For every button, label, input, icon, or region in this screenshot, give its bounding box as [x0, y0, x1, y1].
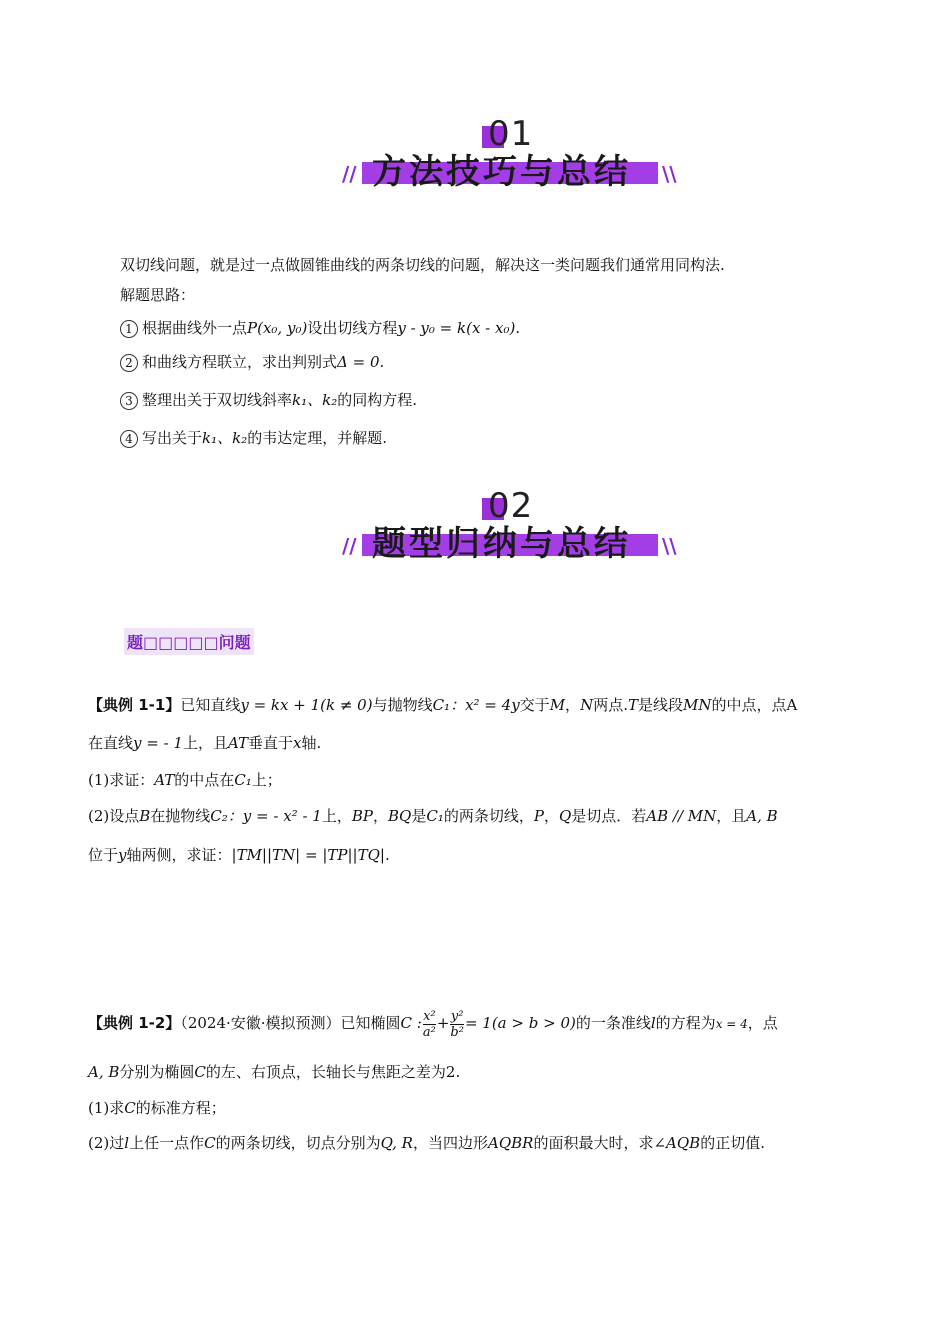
- topic-tag: 题□□□□□问题: [124, 628, 254, 655]
- example1-question1: [88, 770, 282, 790]
- math: AT: [154, 771, 175, 789]
- step-text: 整理出关于双切线斜率: [142, 391, 293, 409]
- text: 是切点．若: [571, 807, 647, 825]
- math: C: [204, 1134, 216, 1152]
- text: (2)过: [88, 1134, 125, 1152]
- step-math: Δ = 0: [337, 353, 380, 371]
- text: ，: [565, 696, 581, 714]
- math: AB // MN: [646, 807, 717, 825]
- text: 分别为椭圆: [119, 1063, 195, 1081]
- text: 已知直线: [180, 696, 241, 714]
- step-text: .: [379, 353, 385, 371]
- math: C: [194, 1063, 206, 1081]
- math: = 1(a > b > 0): [464, 1014, 576, 1032]
- text: ，: [372, 807, 388, 825]
- math: y = kx + 1(k ≠ 0): [240, 696, 373, 714]
- text: .: [384, 846, 390, 864]
- math: ∠AQB: [653, 1134, 701, 1152]
- text: 的方程为: [655, 1014, 716, 1032]
- section-banner-01: [340, 114, 680, 208]
- step-number-badge: 2: [120, 354, 138, 372]
- example1-line1: [88, 695, 797, 715]
- text: 在直线: [88, 734, 134, 752]
- text: 垂直于: [248, 734, 294, 752]
- example1-line2: [88, 733, 321, 753]
- step-text: 和曲线方程联立，求出判别式: [142, 353, 338, 371]
- section-number: 02: [488, 486, 534, 526]
- step-math: k₁、k₂: [202, 429, 248, 447]
- right-slash-decoration: \\: [662, 162, 677, 186]
- math: C: [124, 1099, 136, 1117]
- text: 的标准方程；: [135, 1099, 226, 1117]
- plus-sign: +: [436, 1014, 450, 1032]
- text: 的正切值.: [700, 1134, 765, 1152]
- text: 轴两侧，求证：: [126, 846, 232, 864]
- numerator: y²: [450, 1008, 464, 1024]
- text: 位于: [88, 846, 119, 864]
- step-text: 的韦达定理，并解题.: [247, 429, 388, 447]
- step-1: [120, 318, 520, 338]
- text: 的左、右顶点，长轴长与焦距之差为2.: [205, 1063, 461, 1081]
- example2-line2: [88, 1062, 460, 1082]
- math: C₁: [426, 807, 444, 825]
- left-slash-decoration: //: [342, 534, 357, 558]
- section-number: 01: [488, 114, 534, 154]
- example2-line1: [88, 1008, 778, 1040]
- step-number-badge: 4: [120, 430, 138, 448]
- section-title: 方法技巧与总结: [372, 152, 631, 192]
- math: x: [293, 734, 302, 752]
- math: AQBR: [487, 1134, 534, 1152]
- math: M: [549, 696, 566, 714]
- text: ，: [543, 807, 559, 825]
- text: ，且: [716, 807, 747, 825]
- math: l: [650, 1014, 656, 1032]
- step-text: .: [515, 319, 521, 337]
- step-math: y - y₀ = k(x - x₀): [397, 319, 516, 337]
- text: (2)设点: [88, 807, 140, 825]
- math: |TM||TN| = |TP||TQ|: [231, 846, 385, 864]
- math: P: [533, 807, 544, 825]
- example-label: 【典例 1-2】: [88, 1014, 181, 1032]
- text: 的面积最大时，求: [533, 1134, 654, 1152]
- math: MN: [683, 696, 712, 714]
- step-text: 写出关于: [142, 429, 203, 447]
- fraction-y-over-b: [450, 1009, 464, 1040]
- step-number-badge: 3: [120, 392, 138, 410]
- math: C₂：y = - x² - 1: [210, 807, 322, 825]
- text: （2024·安徽·模拟预测）已知椭圆: [180, 1014, 401, 1032]
- step-text: 设出切线方程: [307, 319, 398, 337]
- step-2: [120, 352, 384, 372]
- step-math: P(x₀, y₀): [247, 319, 308, 337]
- math: Q: [558, 807, 572, 825]
- method-intro: 双切线问题，就是过一点做圆锥曲线的两条切线的问题，解决这一类问题我们通常用同构法.: [120, 256, 725, 274]
- math: l: [124, 1134, 130, 1152]
- example1-question2-cont: [88, 845, 390, 865]
- left-slash-decoration: //: [342, 162, 357, 186]
- right-slash-decoration: \\: [662, 534, 677, 558]
- text: 的两条切线，切点分别为: [215, 1134, 381, 1152]
- step-text: 的同构方程.: [337, 391, 418, 409]
- math: B: [139, 807, 151, 825]
- math: x = 4: [715, 1017, 748, 1031]
- denominator: b²: [450, 1024, 464, 1040]
- text: 上；: [251, 771, 282, 789]
- step-math: k₁、k₂: [292, 391, 338, 409]
- denominator: a²: [422, 1024, 436, 1040]
- example2-question2: [88, 1133, 765, 1153]
- text: 的两条切线，: [443, 807, 534, 825]
- step-text: 根据曲线外一点: [142, 319, 248, 337]
- section-banner-02: [340, 486, 680, 580]
- math: y: [118, 846, 127, 864]
- approach-label: 解题思路：: [120, 286, 196, 304]
- math: C :: [400, 1014, 422, 1032]
- text: 上，: [321, 807, 352, 825]
- step-number-badge: 1: [120, 320, 138, 338]
- math: C₁: [234, 771, 252, 789]
- math: A, B: [88, 1063, 120, 1081]
- math: N: [580, 696, 594, 714]
- text: (1)求: [88, 1099, 125, 1117]
- math: BQ: [387, 807, 412, 825]
- example2-question1: [88, 1098, 226, 1118]
- text: 的一条准线: [575, 1014, 651, 1032]
- fraction-x-over-a: [423, 1009, 436, 1040]
- math: y = - 1: [133, 734, 183, 752]
- text: 交于: [519, 696, 550, 714]
- text: ，点: [747, 1014, 778, 1032]
- text: (1)求证：: [88, 771, 155, 789]
- text: 的中点，点A: [711, 696, 798, 714]
- math: AT: [228, 734, 249, 752]
- text: 是线段: [637, 696, 683, 714]
- text: ，当四边形: [412, 1134, 488, 1152]
- text: 的中点在: [174, 771, 235, 789]
- text: 是: [411, 807, 427, 825]
- numerator: x²: [423, 1008, 436, 1024]
- example1-question2: [88, 806, 778, 826]
- text: 上，且: [182, 734, 228, 752]
- example-label: 【典例 1-1】: [88, 696, 181, 714]
- math: A, B: [746, 807, 778, 825]
- step-4: [120, 428, 387, 448]
- step-3: [120, 390, 417, 410]
- math: BP: [351, 807, 373, 825]
- section-title: 题型归纳与总结: [372, 524, 631, 564]
- math: T: [627, 696, 638, 714]
- text: 上任一点作: [129, 1134, 205, 1152]
- math: Q, R: [380, 1134, 413, 1152]
- text: 在抛物线: [150, 807, 211, 825]
- text: 两点.: [593, 696, 628, 714]
- math: C₁：x² = 4y: [432, 696, 520, 714]
- text: 与抛物线: [372, 696, 433, 714]
- text: 轴.: [301, 734, 322, 752]
